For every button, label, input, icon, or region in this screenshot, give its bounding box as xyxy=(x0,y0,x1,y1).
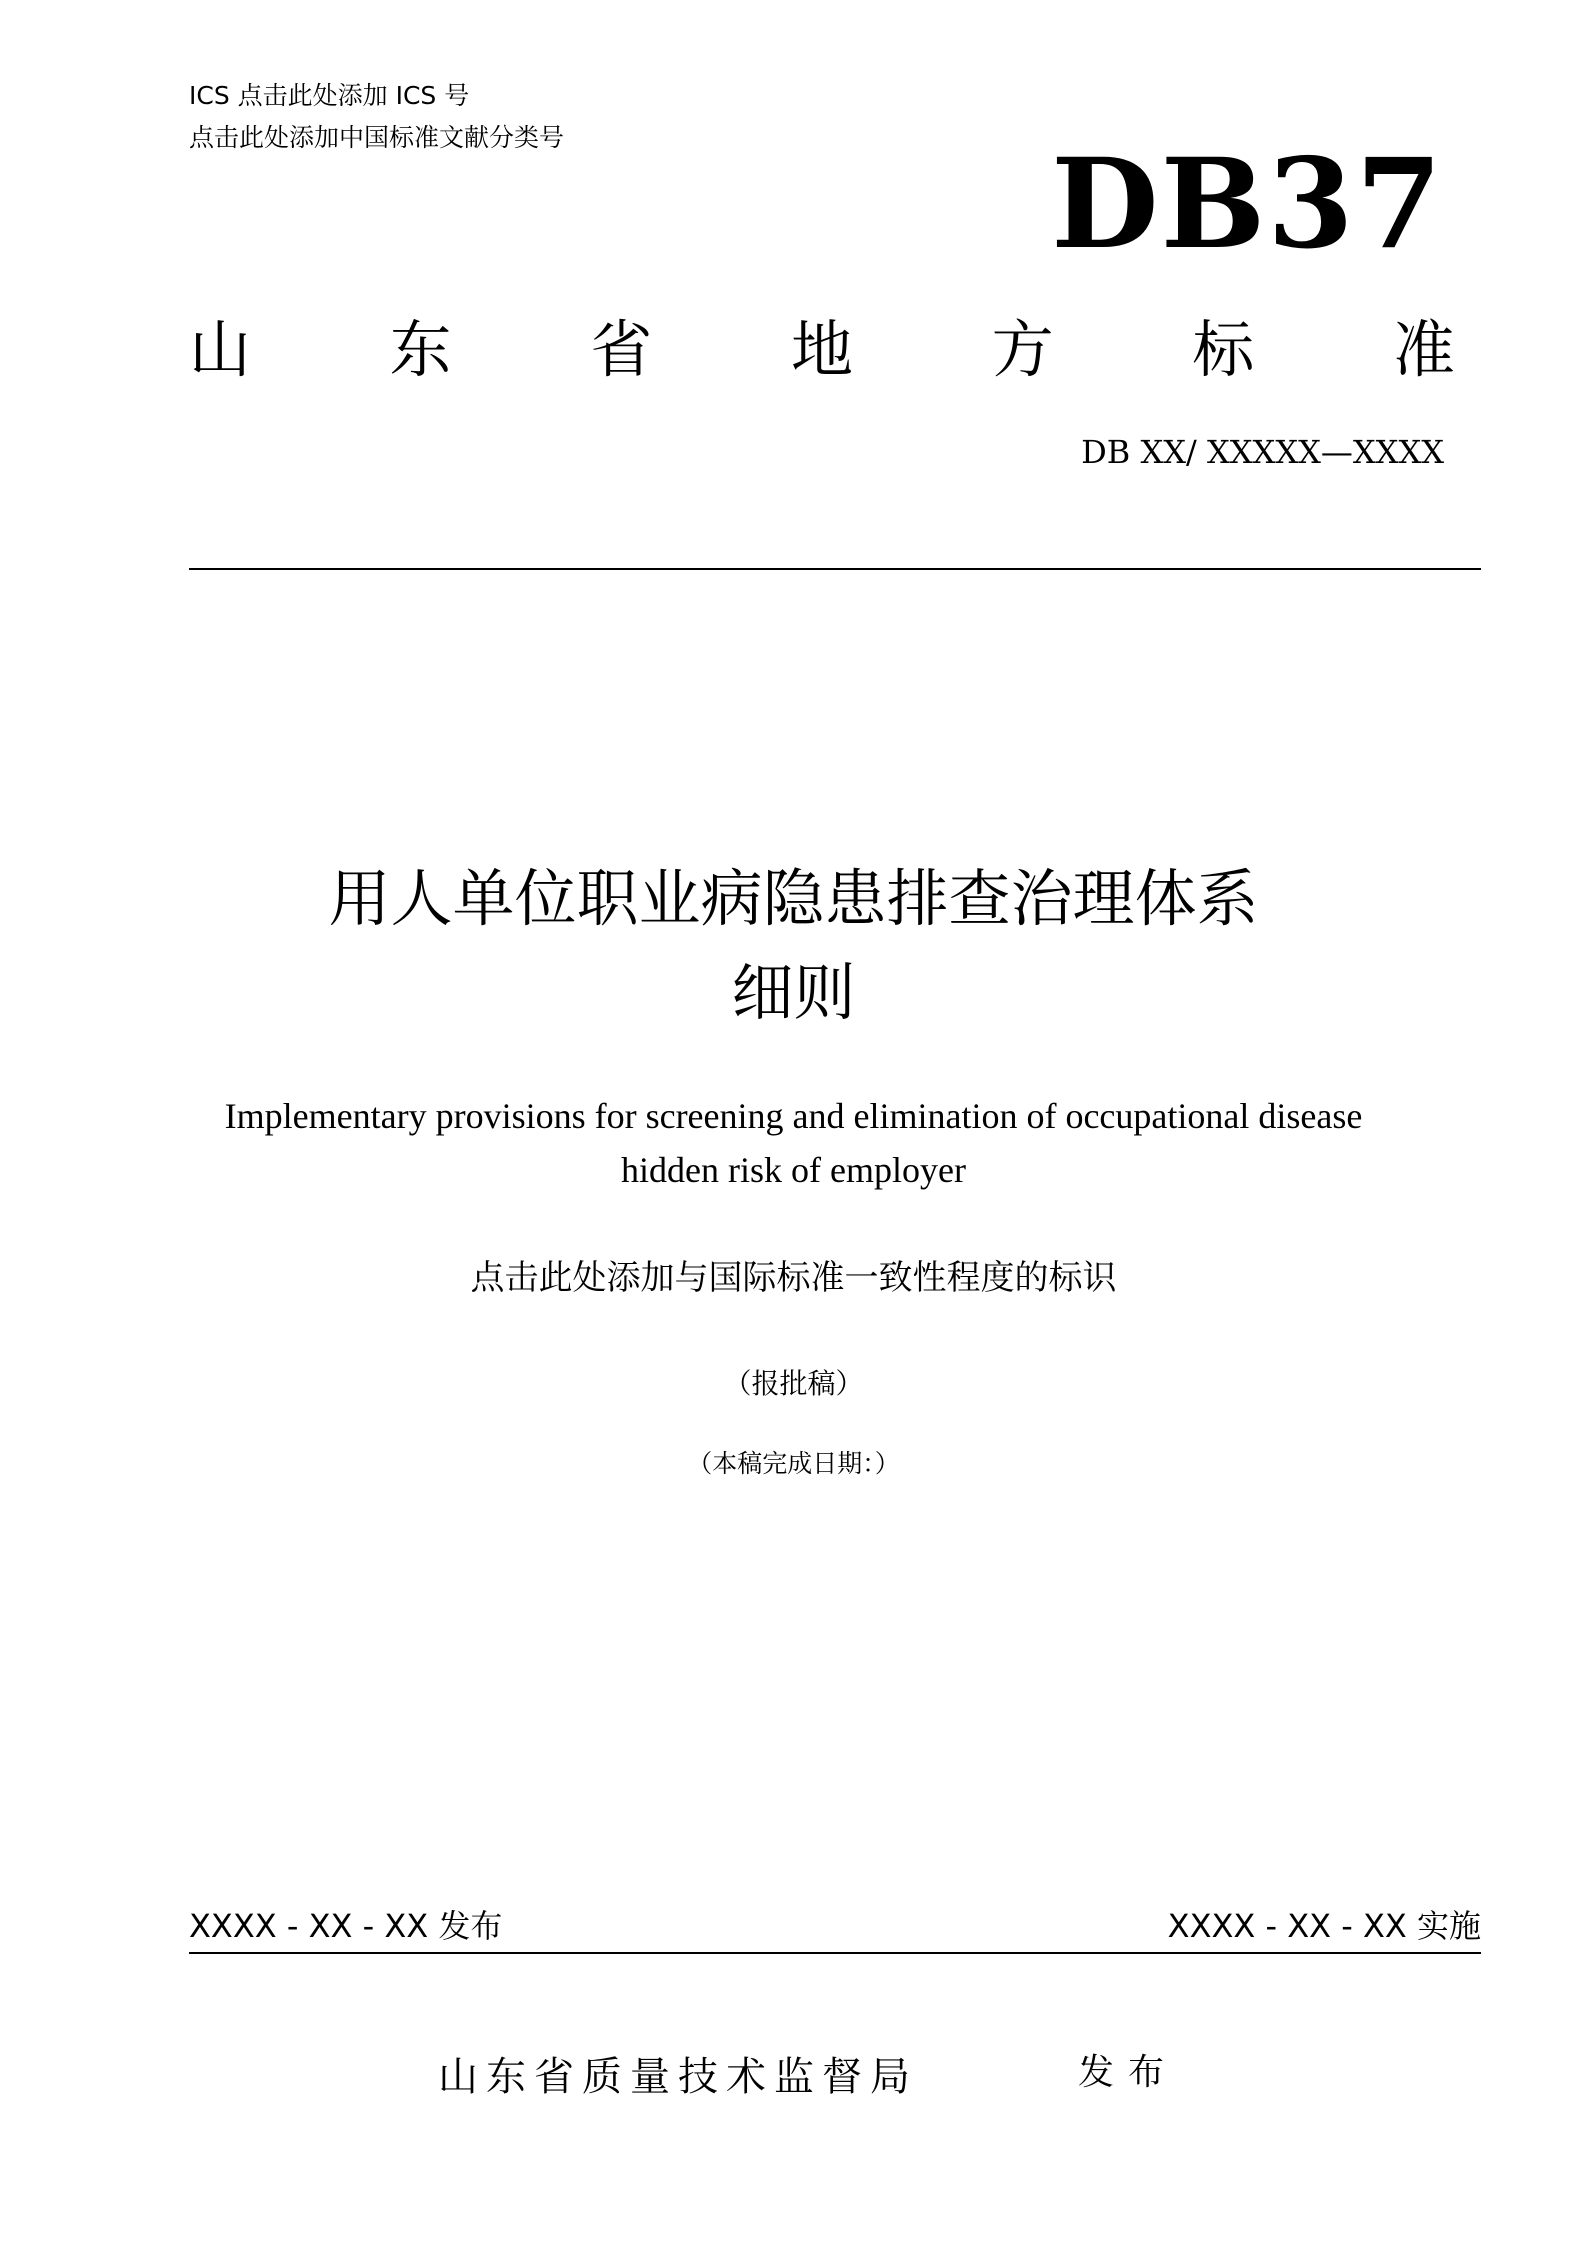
db-code-logo: DB37 xyxy=(1051,132,1444,277)
standard-type-char: 方 xyxy=(991,313,1054,386)
top-divider xyxy=(189,568,1481,570)
title-en-line2: hidden risk of employer xyxy=(621,1150,966,1190)
standard-type-char: 地 xyxy=(790,313,853,386)
consistency-note: 点击此处添加与国际标准一致性程度的标识 xyxy=(470,1258,1117,1298)
title-cn-line1: 用人单位职业病隐患排查治理体系 xyxy=(328,862,1259,935)
standard-type-char: 标 xyxy=(1192,313,1255,386)
title-en-line1: Implementary provisions for screening and elimination of occupational disease xyxy=(224,1096,1363,1136)
implement-date: XXXX - XX - XX 实施 xyxy=(1167,1907,1481,1945)
ics-code: ICS 点击此处添加 ICS 号 xyxy=(189,81,470,110)
issue-date: XXXX - XX - XX 发布 xyxy=(189,1907,503,1945)
completion-date: （本稿完成日期：） xyxy=(687,1449,900,1478)
publish-label: 发布 xyxy=(1078,2052,1179,2093)
publisher-name: 山东省质量技术监督局 xyxy=(438,2054,918,2100)
draft-status: （报批稿） xyxy=(723,1367,864,1400)
ccs-classification: 点击此处添加中国标准文献分类号 xyxy=(189,123,565,152)
standard-type-char: 省 xyxy=(590,313,653,386)
standard-type-char: 山 xyxy=(189,313,252,386)
standard-type-heading xyxy=(189,315,1455,385)
standard-type-char: 东 xyxy=(389,313,452,386)
standard-number: DB XX/ XXXXX—XXXX xyxy=(1081,433,1444,471)
title-cn-line2: 细则 xyxy=(731,956,856,1029)
bottom-divider xyxy=(189,1952,1481,1954)
standard-type-char: 准 xyxy=(1392,313,1455,386)
